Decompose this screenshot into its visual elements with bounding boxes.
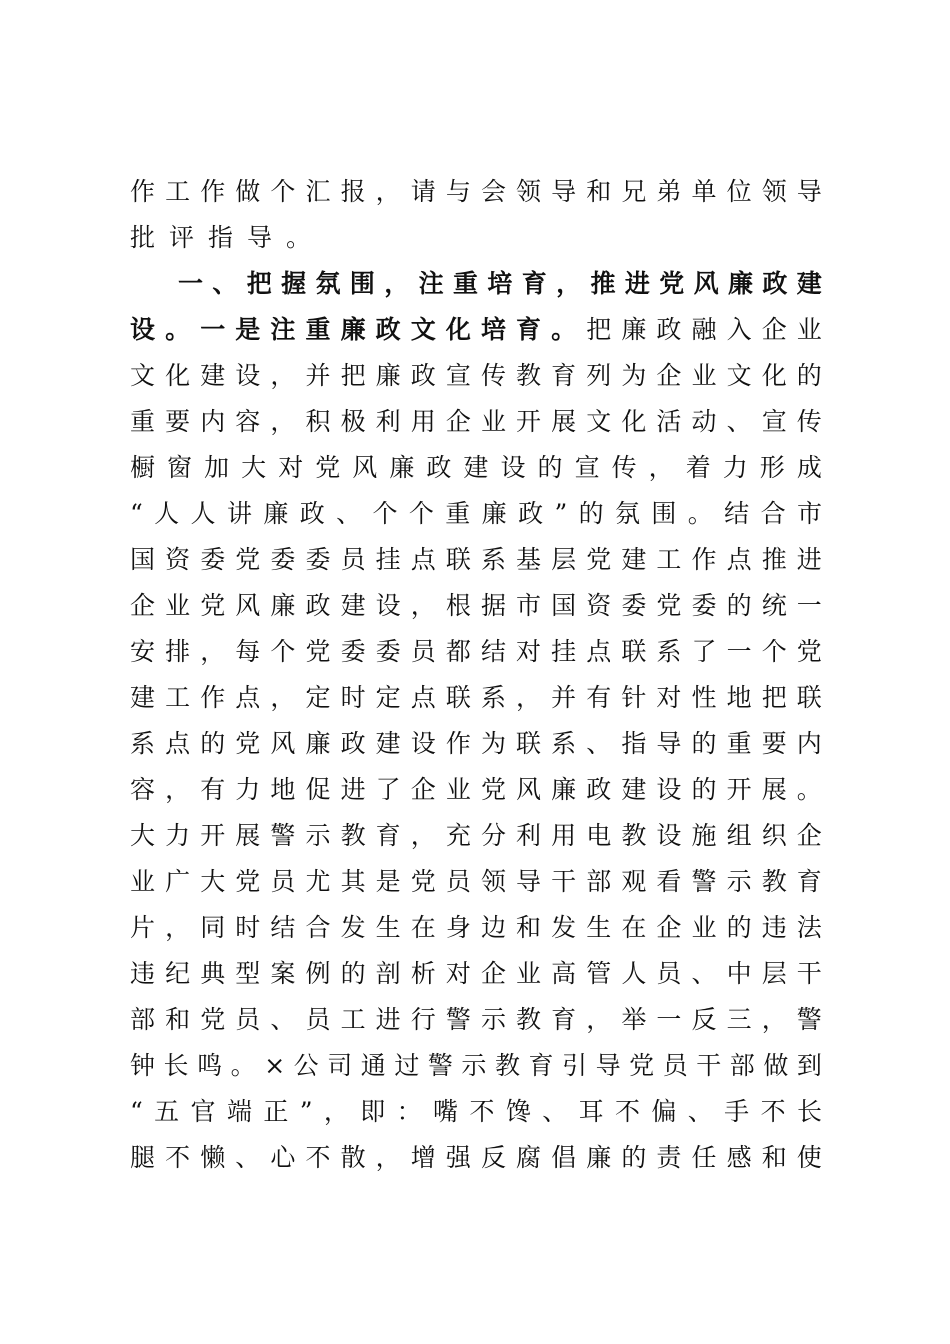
text-line-mixed (130, 310, 822, 350)
text-line: 重 要 内 容 ， 积 极 利 用 企 业 开 展 文 化 活 动 、 宣 传 (130, 407, 822, 436)
text-line: 业 广 大 党 员 尤 其 是 党 员 领 导 干 部 观 看 警 示 教 育 (130, 867, 822, 896)
text-line: 批评指导。 (130, 223, 326, 252)
section-heading: 一 、 把 握 氛 围 ， 注 重 培 育 ， 推 进 党 风 廉 政 建 (178, 269, 822, 298)
text-line: 钟 长 鸣 。 × 公 司 通 过 警 示 教 育 引 导 党 员 干 部 做 到 (130, 1051, 822, 1080)
text-line: 违 纪 典 型 案 例 的 剖 析 对 企 业 高 管 人 员 、 中 层 干 (130, 959, 822, 988)
text-line: 安 排 ， 每 个 党 委 委 员 都 结 对 挂 点 联 系 了 一 个 党 (130, 637, 822, 666)
text-line: 容 ， 有 力 地 促 进 了 企 业 党 风 廉 政 建 设 的 开 展 。 (130, 775, 822, 804)
text-line: 橱 窗 加 大 对 党 风 廉 政 建 设 的 宣 传 ， 着 力 形 成 (130, 453, 822, 482)
text-line: 建 工 作 点 ， 定 时 定 点 联 系 ， 并 有 针 对 性 地 把 联 (130, 683, 822, 712)
text-line: 系 点 的 党 风 廉 政 建 设 作 为 联 系 、 指 导 的 重 要 内 (130, 729, 822, 758)
subheading-text: 设 。 一 是 注 重 廉 政 文 化 培 育 。 (130, 315, 577, 344)
text-line: 国 资 委 党 委 委 员 挂 点 联 系 基 层 党 建 工 作 点 推 进 (130, 545, 822, 574)
text-line: 大 力 开 展 警 示 教 育 ， 充 分 利 用 电 教 设 施 组 织 企 (130, 821, 822, 850)
text-line: 部 和 党 员 、 员 工 进 行 警 示 教 育 ， 举 一 反 三 ， 警 (130, 1005, 822, 1034)
text-line: 片 ， 同 时 结 合 发 生 在 身 边 和 发 生 在 企 业 的 违 法 (130, 913, 822, 942)
text-line: 企 业 党 风 廉 政 建 设 ， 根 据 市 国 资 委 党 委 的 统 一 (130, 591, 822, 620)
text-line: “ 人 人 讲 廉 政 、 个 个 重 廉 政 ” 的 氛 围 。 结 合 市 (130, 499, 822, 528)
text-line: 作 工 作 做 个 汇 报 ， 请 与 会 领 导 和 兄 弟 单 位 领 导 (130, 177, 822, 206)
body-text: 把 廉 政 融 入 企 业 (586, 315, 822, 344)
text-line: “ 五 官 端 正 ” ， 即 ： 嘴 不 馋 、 耳 不 偏 、 手 不 长 (130, 1097, 822, 1126)
text-line: 文 化 建 设 ， 并 把 廉 政 宣 传 教 育 列 为 企 业 文 化 的 (130, 361, 822, 390)
text-line: 腿 不 懒 、 心 不 散 ， 增 强 反 腐 倡 廉 的 责 任 感 和 使 (130, 1143, 822, 1172)
